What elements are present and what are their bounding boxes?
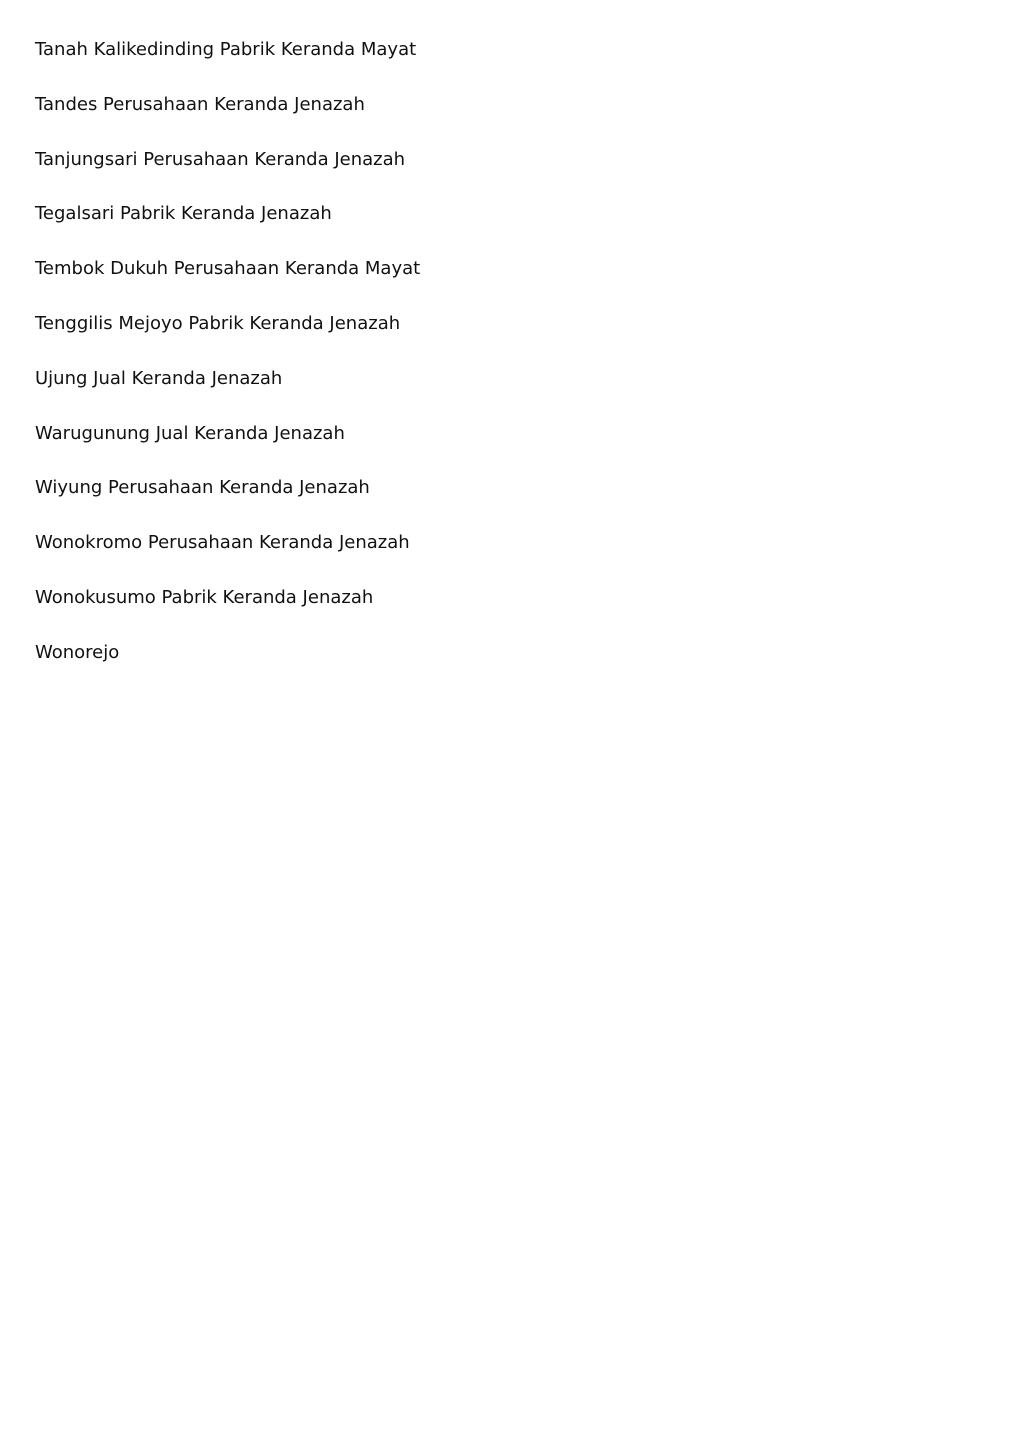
- document-text-list: [35, 36, 420, 694]
- text-line: Wiyung Perusahaan Keranda Jenazah: [35, 477, 370, 499]
- text-line: Tanah Kalikedinding Pabrik Keranda Mayat: [35, 39, 417, 60]
- text-line: Wonokromo Perusahaan Keranda Jenazah: [35, 532, 410, 554]
- text-line: Tandes Perusahaan Keranda Jenazah: [35, 93, 365, 115]
- text-line: Wonorejo: [35, 641, 120, 663]
- text-line: Tenggilis Mejoyo Pabrik Keranda Jenazah: [35, 312, 401, 334]
- text-line: Tanjungsari Perusahaan Keranda Jenazah: [35, 148, 406, 170]
- text-line: Tembok Dukuh Perusahaan Keranda Mayat: [35, 258, 421, 280]
- text-line: Tegalsari Pabrik Keranda Jenazah: [35, 203, 332, 225]
- text-line: Wonokusumo Pabrik Keranda Jenazah: [35, 586, 374, 608]
- text-line: Warugunung Jual Keranda Jenazah: [35, 422, 345, 444]
- text-line: Ujung Jual Keranda Jenazah: [35, 367, 283, 389]
